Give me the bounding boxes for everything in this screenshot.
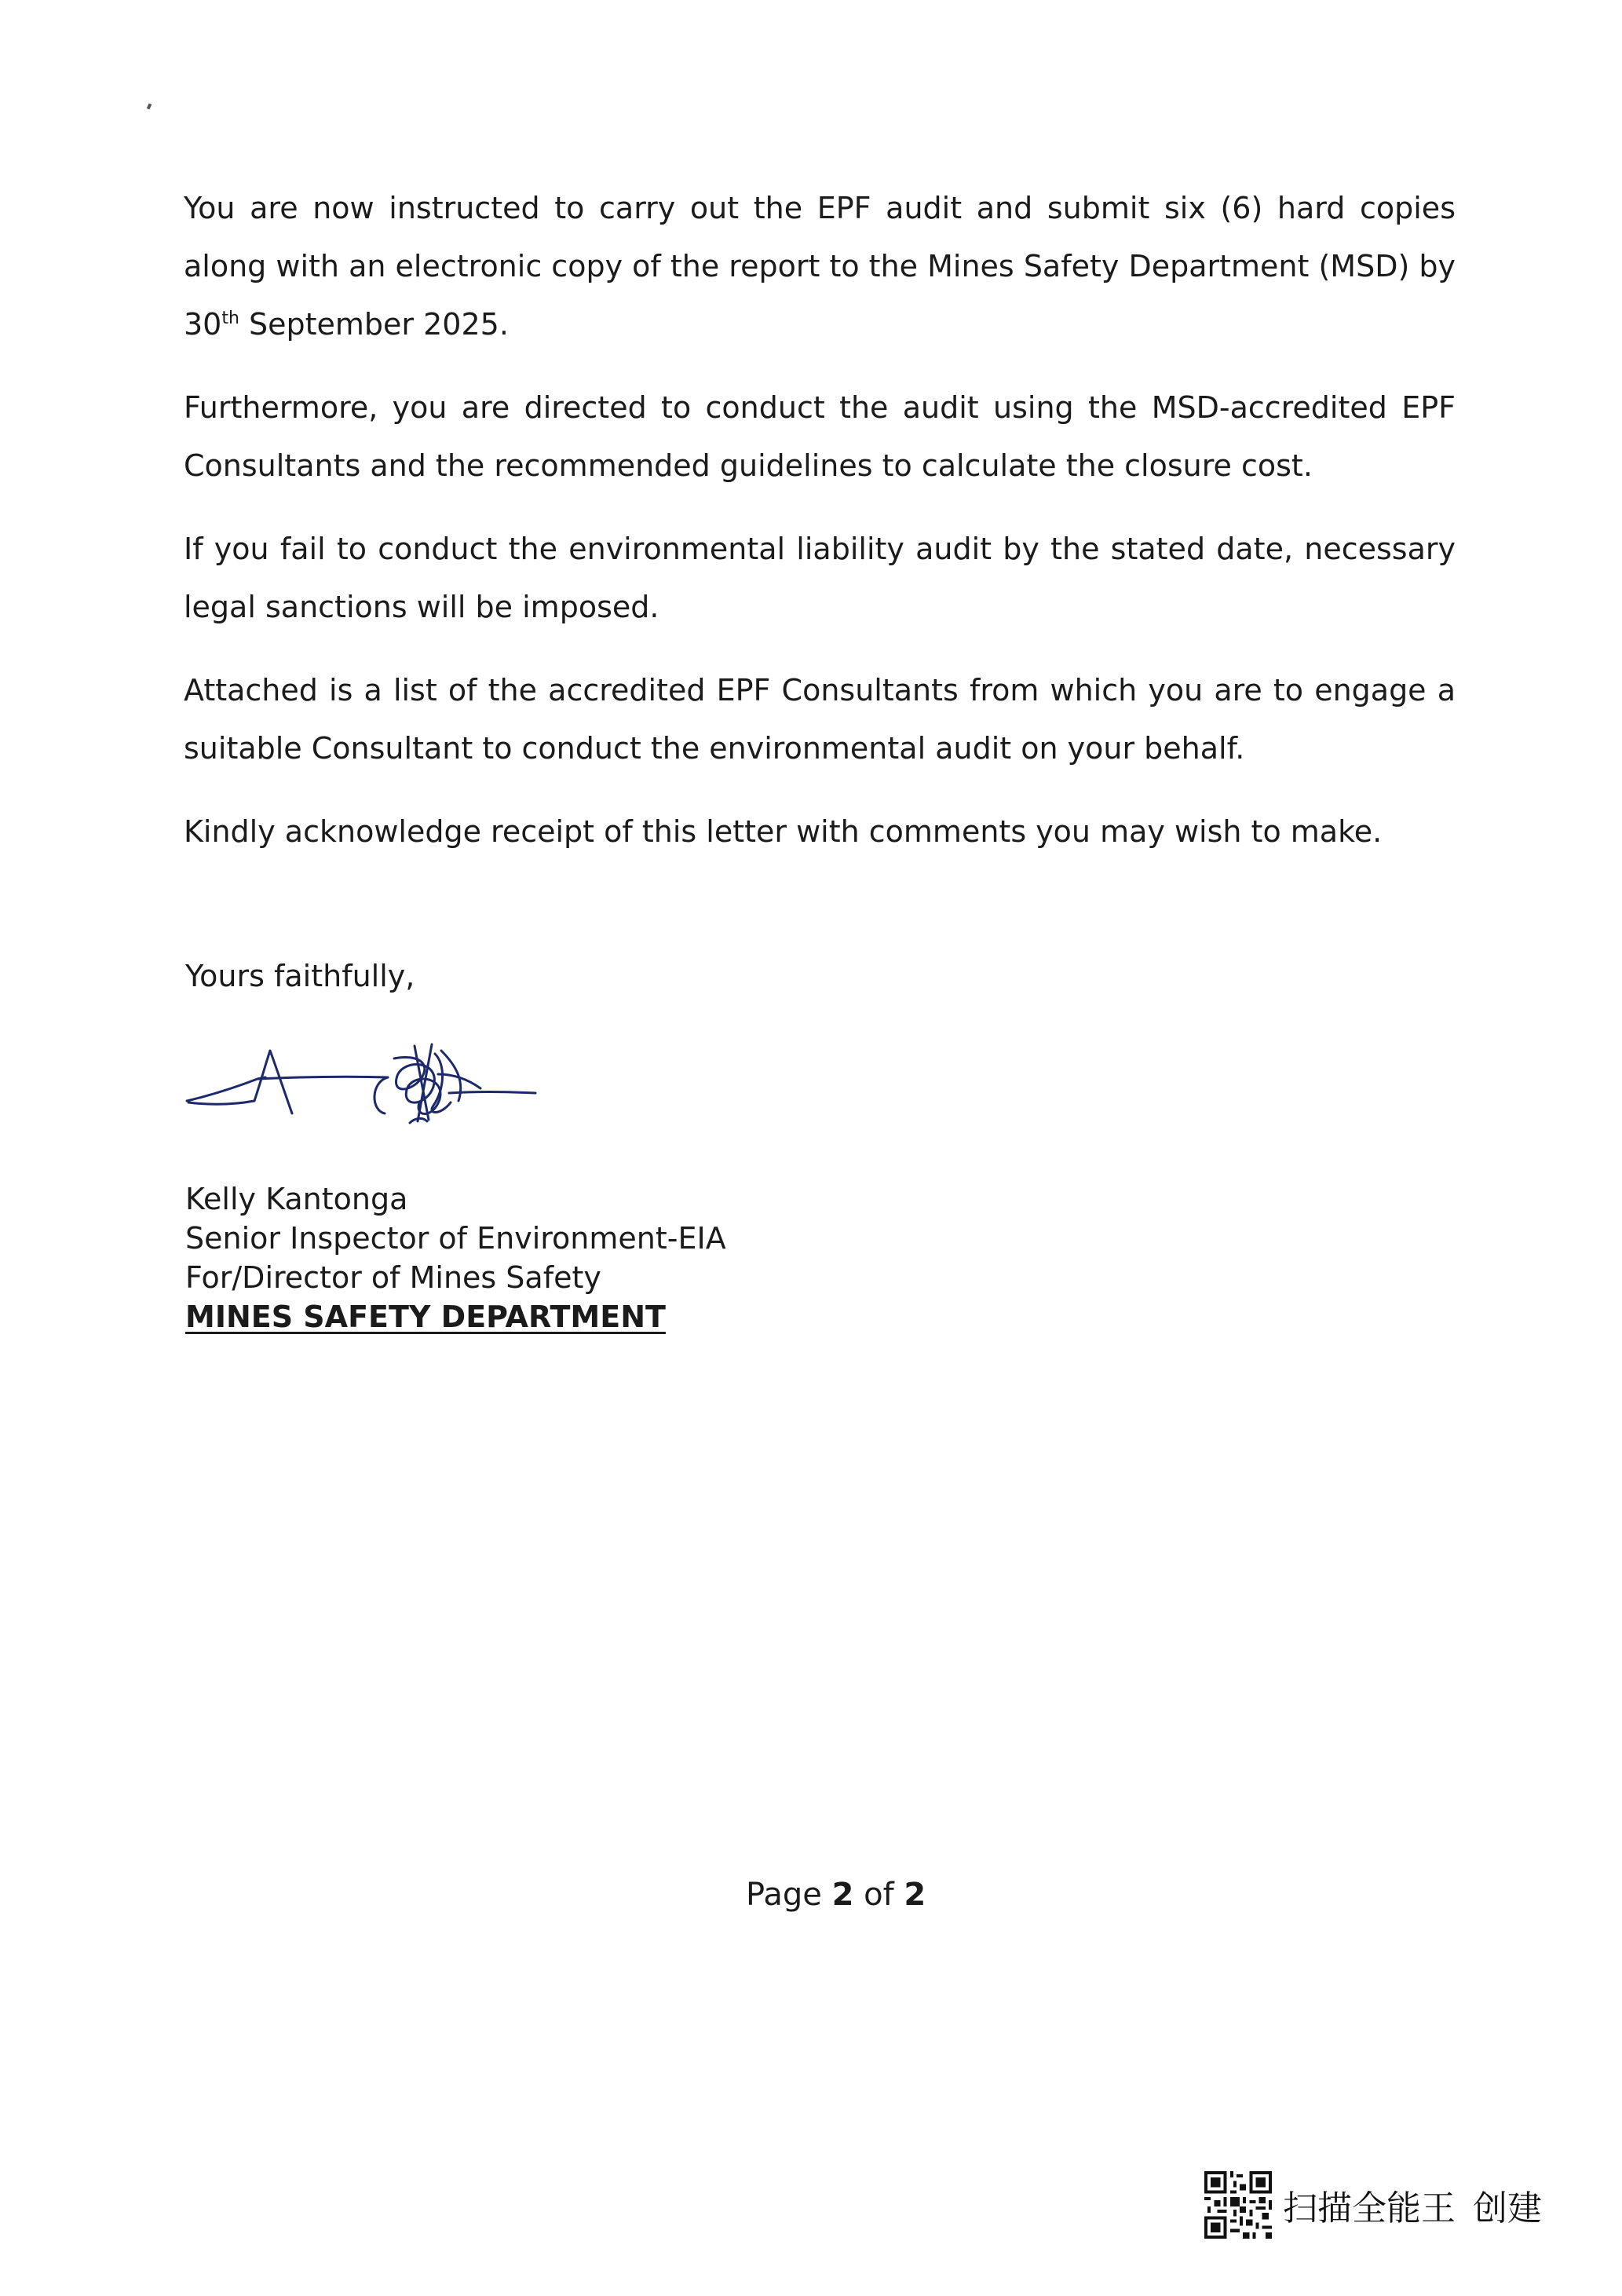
signatory-block: [185, 1179, 726, 1336]
paragraph-instruction-text: You are now instructed to carry out the EPF audit and submit six (6) hard copies along with an electronic copy of the report to the Mines Safety Department (MSD): [184, 191, 1456, 283]
qr-code-icon: [1204, 2171, 1272, 2239]
closing-salutation: Yours faithfully,: [185, 959, 415, 993]
signatory-department: MINES SAFETY DEPARTMENT: [185, 1300, 666, 1334]
scanner-watermark: [1204, 2169, 1542, 2241]
paragraph-sanctions: If you fail to conduct the environmental liability audit by the stated date, necessary legal sanctions will be imposed.: [184, 532, 1456, 624]
current-page: 2: [831, 1877, 854, 1913]
scanner-action: 创建: [1473, 2188, 1542, 2228]
handwritten-signature: [182, 1027, 551, 1137]
total-pages: 2: [904, 1877, 926, 1913]
paragraph-directive: Furthermore, you are directed to conduct the audit using the MSD-accredited EPF Consultants and the recommended guidelines to calculate the closure cost.: [184, 390, 1456, 483]
of-word: of: [864, 1877, 894, 1913]
signatory-for-line: For/Director of Mines Safety: [185, 1260, 601, 1295]
scan-speck: [147, 103, 152, 109]
paragraph-acknowledge: Kindly acknowledge receipt of this letter with comments you may wish to make.: [184, 814, 1383, 849]
letter-body: [184, 179, 1456, 886]
signatory-name: Kelly Kantonga: [185, 1182, 408, 1216]
deadline-month-year: September 2025.: [239, 307, 509, 342]
page-number: [746, 1875, 926, 1914]
page-word: Page: [746, 1877, 822, 1913]
paragraph-consultants: Attached is a list of the accredited EPF Consultants from which you are to engage a suitable Consultant to conduct the environmental audit on your behalf.: [184, 673, 1456, 766]
signatory-title: Senior Inspector of Environment-EIA: [185, 1221, 726, 1256]
paragraph-instruction: [184, 179, 1456, 353]
scanner-app-name: 扫描全能王: [1283, 2188, 1456, 2228]
deadline-ordinal: th: [221, 309, 239, 328]
deadline-day: by 30: [184, 249, 1456, 342]
